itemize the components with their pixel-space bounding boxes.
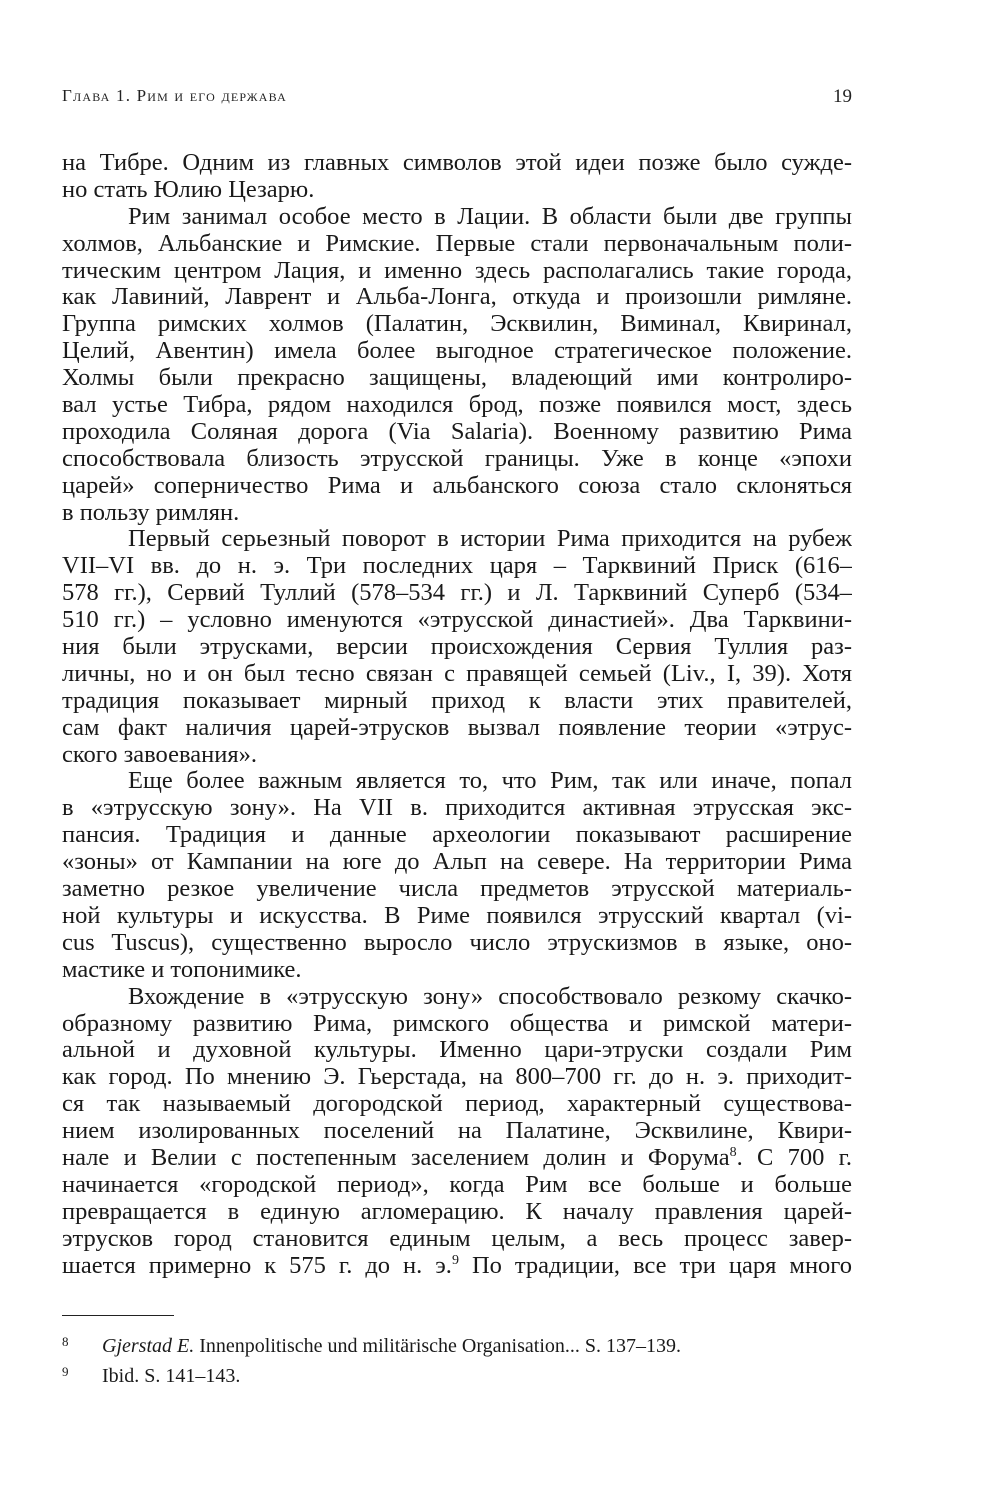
chapter-title: Глава 1. Рим и его держава bbox=[62, 86, 287, 105]
text-line: альной и духовной культуры. Именно цари-этруски создали Рим bbox=[62, 1037, 852, 1064]
text-line: образному развитию Рима, римского общества и римской матери- bbox=[62, 1010, 852, 1037]
text-line: 510 гг.) – условно именуются «этрусской династией». Два Тарквини- bbox=[62, 607, 852, 634]
text-line bbox=[62, 1145, 852, 1172]
text-line: традиция показывает мирный приход к власти этих правителей, bbox=[62, 687, 852, 714]
footnote-text: Innenpolitische und militärische Organisation... S. 137–139. bbox=[194, 1335, 682, 1357]
text-line: вал устье Тибра, рядом находился брод, позже появился мост, здесь bbox=[62, 392, 852, 419]
text-line: Первый серьезный поворот в истории Рима приходится на рубеж bbox=[128, 526, 852, 553]
text-line: этрусков город становится единым целым, а весь процесс завер- bbox=[62, 1225, 852, 1252]
text-line: начинается «городской период», когда Рим все больше и больше bbox=[62, 1171, 852, 1198]
text-line: нием изолированных поселений на Палатине, Эсквилине, Квири- bbox=[62, 1118, 852, 1145]
text-segment: шается примерно к 575 г. до н. э. bbox=[62, 1252, 452, 1279]
body-text bbox=[62, 150, 852, 1279]
text-line: но стать Юлию Цезарю. bbox=[62, 176, 315, 203]
footnote-text: Ibid. S. 141–143. bbox=[102, 1365, 241, 1387]
footnote-number: 9 bbox=[62, 1364, 69, 1379]
text-line: сам факт наличия царей-этрусков вызвал появление теории «этрус- bbox=[62, 714, 852, 741]
text-line: Рим занимал особое место в Лации. В области были две группы bbox=[128, 203, 852, 230]
text-segment: нале и Велии с постепенным заселением долин и Форума bbox=[62, 1144, 730, 1171]
footnotes bbox=[62, 1331, 852, 1391]
text-line: как город. По мнению Э. Гьерстада, на 800–700 гг. до н. э. приходит- bbox=[62, 1064, 852, 1091]
text-line: мастике и топонимике. bbox=[62, 956, 302, 983]
text-line: Вхождение в «этрусскую зону» способствовало резкому скачко- bbox=[128, 983, 852, 1010]
text-line bbox=[62, 1253, 852, 1280]
text-line: в пользу римлян. bbox=[62, 499, 240, 526]
text-line: VII–VI вв. до н. э. Три последних царя – Тарквиний Приск (616– bbox=[62, 553, 852, 580]
text-line: cus Tuscus), существенно выросло число этрускизмов в языке, оно- bbox=[62, 929, 852, 956]
footnote-divider bbox=[62, 1315, 174, 1316]
running-head bbox=[62, 86, 852, 116]
text-segment: По традиции, все три царя много bbox=[458, 1252, 852, 1279]
footnote-ref-8[interactable]: 8 bbox=[729, 1144, 737, 1160]
text-line: на Тибре. Одним из главных символов этой идеи позже было сужде- bbox=[62, 150, 852, 176]
text-segment: . С 700 г. bbox=[736, 1144, 852, 1171]
text-line: Целий, Авентин) имела более выгодное стратегическое положение. bbox=[62, 338, 852, 365]
text-line: в «этрусскую зону». На VII в. приходится активная этрусская экс- bbox=[62, 795, 852, 822]
footnote-8 bbox=[62, 1331, 852, 1361]
text-line: способствовала близость этрусской границы. Уже в конце «эпохи bbox=[62, 445, 852, 472]
footnote-ref-9[interactable]: 9 bbox=[451, 1252, 459, 1268]
footnote-number: 8 bbox=[62, 1334, 69, 1349]
text-line: царей» соперничество Рима и альбанского союза стало склоняться bbox=[62, 472, 852, 499]
text-line: ной культуры и искусства. В Риме появился этрусский квартал (vi- bbox=[62, 902, 852, 929]
text-line: Холмы были прекрасно защищены, владеющий ими контролиро- bbox=[62, 365, 852, 392]
text-line: Еще более важным является то, что Рим, так или иначе, попал bbox=[128, 768, 852, 795]
text-line: 578 гг.), Сервий Туллий (578–534 гг.) и Л. Тарквиний Суперб (534– bbox=[62, 580, 852, 607]
text-line: превращается в единую агломерацию. К началу правления царей- bbox=[62, 1198, 852, 1225]
footnote-9 bbox=[62, 1361, 852, 1391]
text-line: холмов, Альбанские и Римские. Первые стали первоначальным поли- bbox=[62, 230, 852, 257]
page-number: 19 bbox=[833, 86, 852, 107]
text-line: «зоны» от Кампании на юге до Альп на севере. На территории Рима bbox=[62, 849, 852, 876]
text-line: проходила Соляная дорога (Via Salaria). Военному развитию Рима bbox=[62, 418, 852, 445]
text-line: как Лавиний, Лаврент и Альба-Лонга, откуда и произошли римляне. bbox=[62, 284, 852, 311]
text-line: заметно резкое увеличение числа предметов этрусской материаль- bbox=[62, 876, 852, 903]
text-line: тическим центром Лация, и именно здесь располагались такие города, bbox=[62, 257, 852, 284]
text-line: ния были этрусками, версии происхождения Сервия Туллия раз- bbox=[62, 634, 852, 661]
text-line: личны, но и он был тесно связан с правящей семьей (Liv., I, 39). Хотя bbox=[62, 660, 852, 687]
footnote-author: Gjerstad E. bbox=[102, 1335, 195, 1357]
text-line: Группа римских холмов (Палатин, Эсквилин, Виминал, Квиринал, bbox=[62, 311, 852, 338]
text-line: ся так называемый догородской период, характерный существова- bbox=[62, 1091, 852, 1118]
text-line: пансия. Традиция и данные археологии показывают расширение bbox=[62, 822, 852, 849]
text-line: ского завоевания». bbox=[62, 741, 257, 768]
